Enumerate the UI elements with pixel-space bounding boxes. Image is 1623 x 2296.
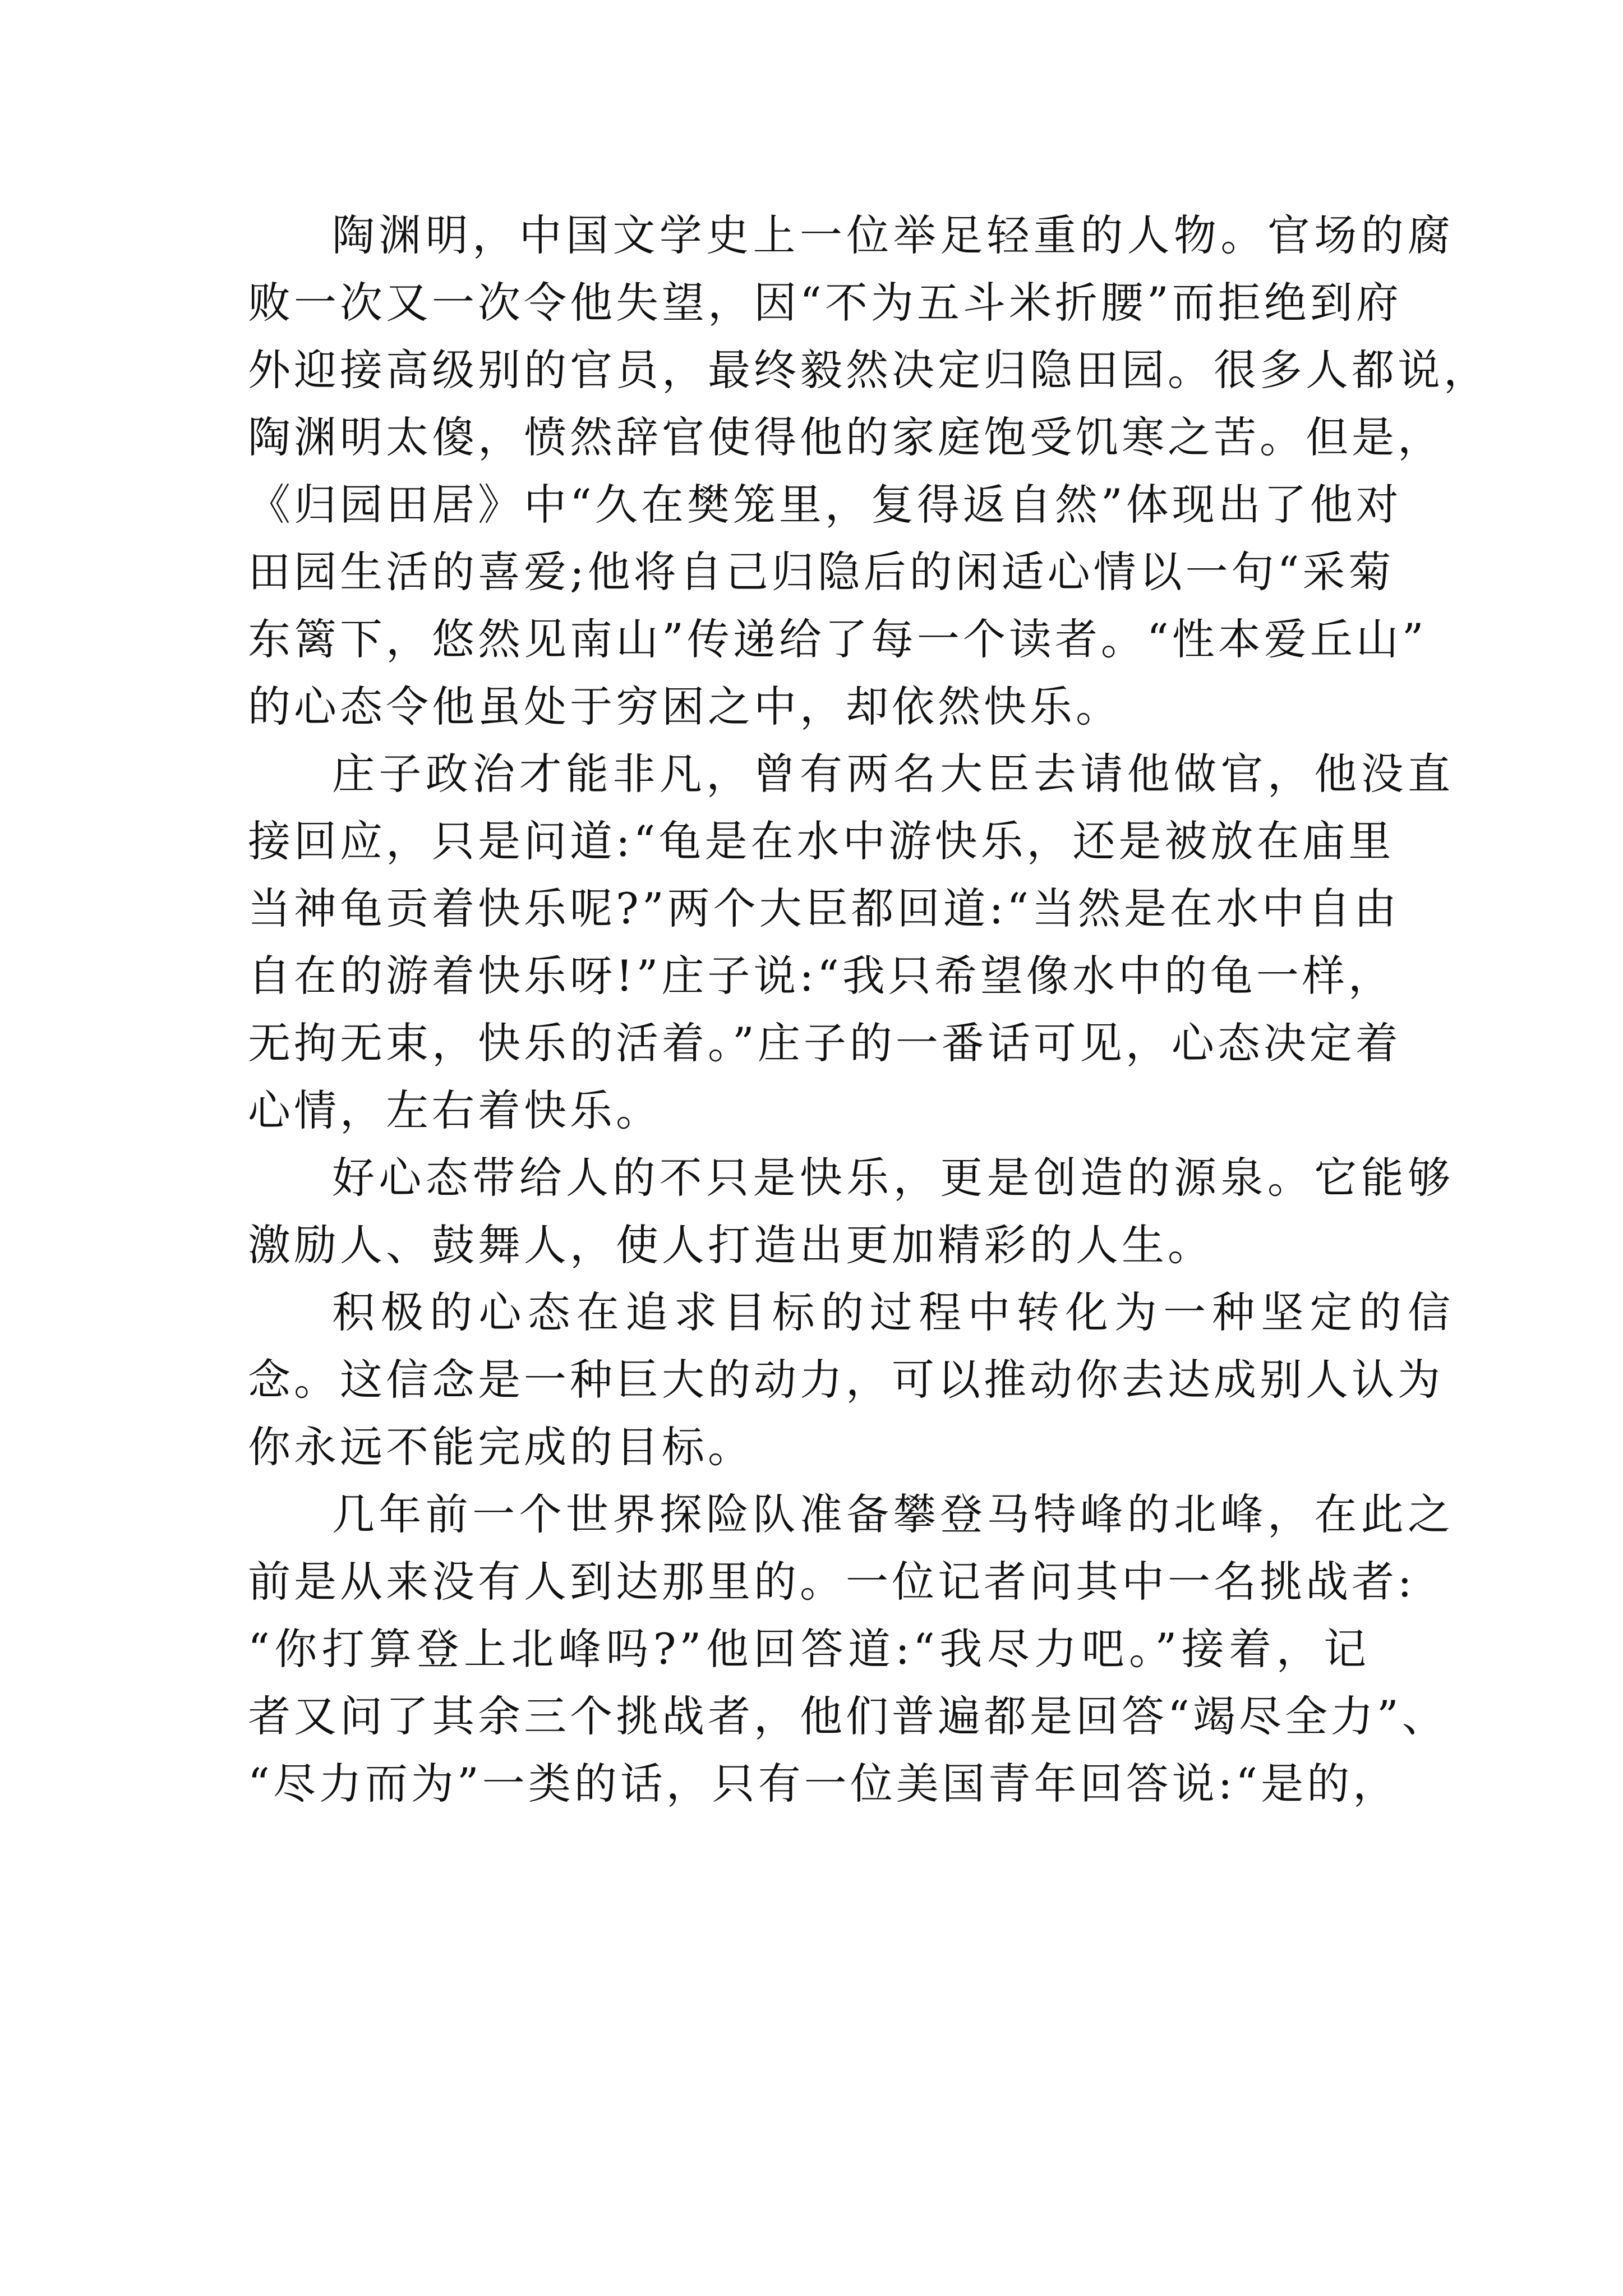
text-line: 好心态带给人的不只是快乐，更是创造的源泉。它能够 — [332, 1153, 1454, 1203]
text-line: 自在的游着快乐呀!”庄子说:“我只希望像水中的龟一样， — [248, 951, 1394, 1001]
text-line: 当神龟贡着快乐呢?”两个大臣都回道:“当然是在水中自由 — [248, 884, 1400, 933]
text-line: 几年前一个世界探险队准备攀登马特峰的北峰，在此之 — [332, 1489, 1454, 1539]
text-line: 无拘无束，快乐的活着。”庄子的一番话可见，心态决定着 — [248, 1018, 1401, 1068]
text-line: “你打算登上北峰吗?”他回答道:“我尽力吧。”接着，记 — [248, 1624, 1370, 1674]
text-line: 者又问了其余三个挑战者，他们普遍都是回答“竭尽全力”、 — [248, 1691, 1448, 1741]
text-line: 积极的心态在追求目标的过程中转化为一种坚定的信 — [332, 1287, 1454, 1337]
text-line: “尽力而为”一类的话，只有一位美国青年回答说:“是的， — [248, 1759, 1399, 1809]
text-line: 前是从来没有人到达那里的。一位记者问其中一名挑战者: — [248, 1557, 1415, 1607]
text-line: 陶渊明太傻，愤然辞官使得他的家庭饱受饥寒之苦。但是， — [248, 412, 1444, 462]
text-line: 东篱下，悠然见南山”传递给了每一个读者。“性本爱丘山” — [248, 614, 1427, 664]
text-line: 陶渊明，中国文学史上一位举足轻重的人物。官场的腐 — [332, 210, 1454, 260]
text-line: 的心态令他虽处于穷困之中，却依然快乐。 — [248, 682, 1122, 731]
text-line: 你永远不能完成的目标。 — [248, 1422, 754, 1472]
text-line: 心情，左右着快乐。 — [248, 1085, 662, 1135]
text-line: 外迎接高级别的官员，最终毅然决定归隐田园。很多人都说， — [248, 345, 1490, 395]
text-line: 田园生活的喜爱;他将自己归隐后的闲适心情以一句“采菊 — [248, 547, 1395, 597]
text-line: 《归园田居》中“久在樊笼里，复得返自然”体现出了他对 — [248, 480, 1402, 530]
body-text — [248, 202, 1490, 1818]
text-line: 接回应，只是问道:“龟是在水中游快乐，还是被放在庙里 — [248, 816, 1395, 866]
text-line: 败一次又一次令他失望，因“不为五斗米折腰”而拒绝到府 — [248, 278, 1402, 328]
text-line: 激励人、鼓舞人，使人打造出更加精彩的人生。 — [248, 1220, 1214, 1270]
text-line: 念。这信念是一种巨大的动力，可以推动你去达成别人认为 — [248, 1355, 1444, 1405]
text-line: 庄子政治才能非凡，曾有两名大臣去请他做官，他没直 — [332, 749, 1454, 799]
